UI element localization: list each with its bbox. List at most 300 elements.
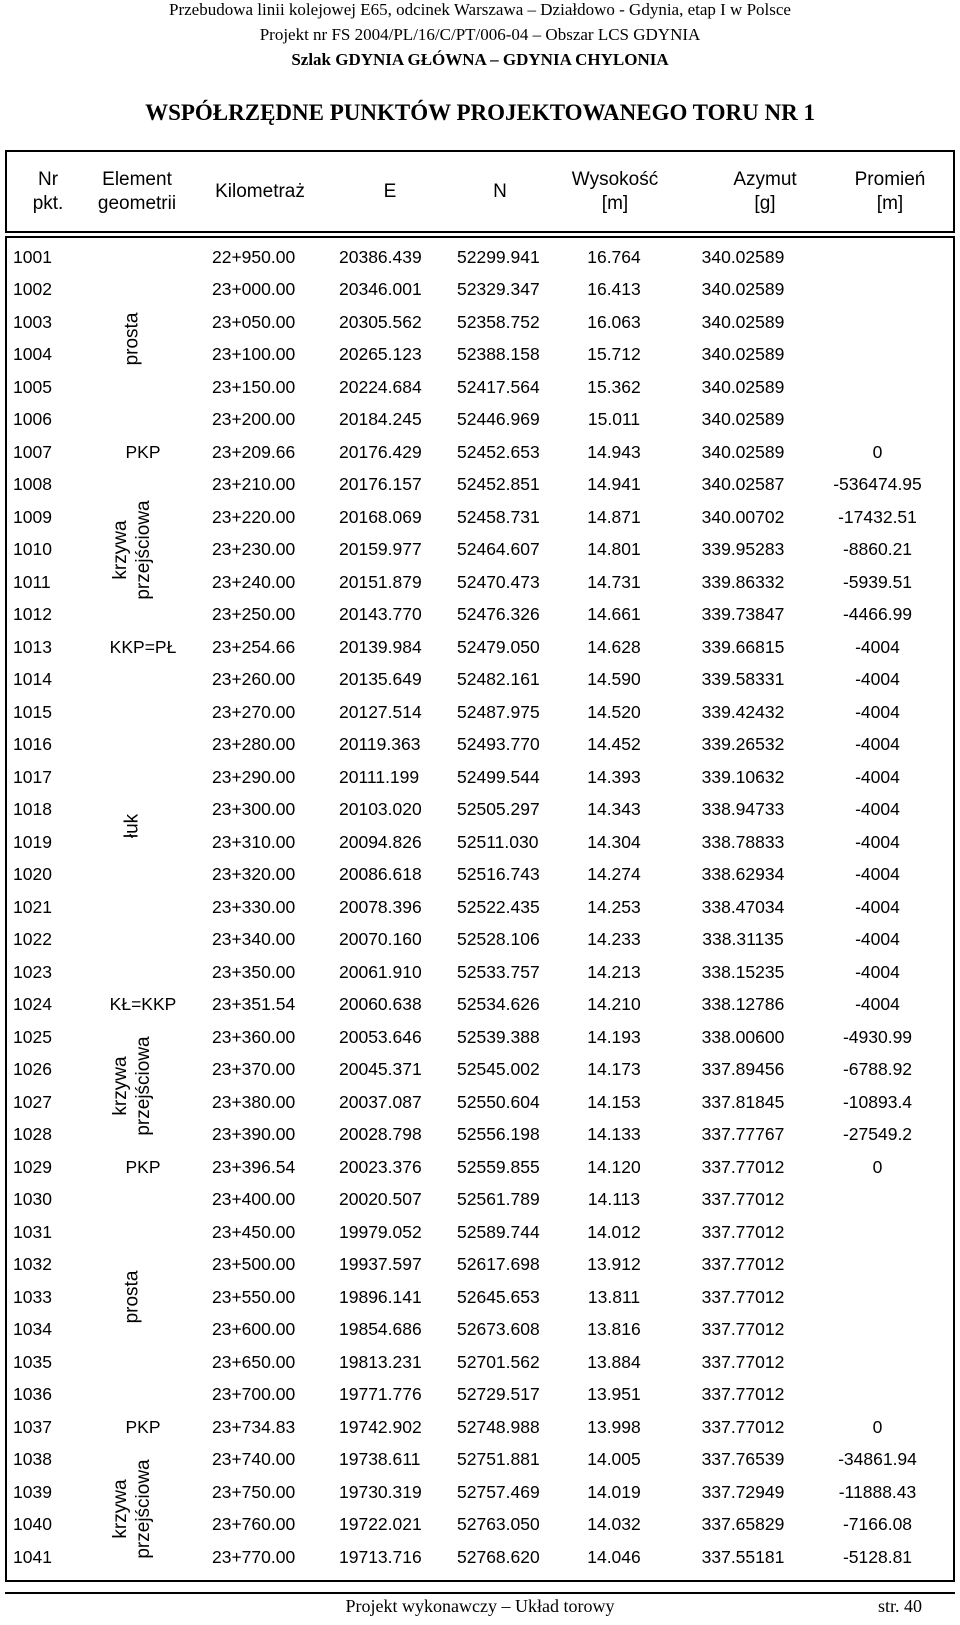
cell-azimuth: 340.02589: [701, 311, 785, 332]
cell-azimuth: 337.89456: [701, 1059, 785, 1080]
cell-easting: 20151.879: [339, 571, 422, 592]
cell-azimuth: 338.31135: [702, 929, 784, 950]
cell-azimuth: 337.77012: [701, 1221, 785, 1242]
cell-radius: -10893.4: [842, 1091, 913, 1112]
cell-radius: [815, 241, 940, 274]
cell-height: 14.520: [587, 701, 641, 722]
cell-easting: 20060.638: [339, 994, 422, 1015]
cell-easting: 20103.020: [339, 799, 422, 820]
cell-height: 14.233: [587, 929, 641, 950]
cell-azimuth: 337.77012: [701, 1286, 785, 1307]
cell-height: 16.413: [587, 279, 641, 300]
cell-azimuth: 338.47034: [701, 896, 785, 917]
cell-northing: 52539.388: [457, 1026, 540, 1047]
table-row: [5, 306, 940, 339]
cell-kilometer: 23+550.00: [212, 1286, 296, 1307]
cell-radius: -6788.92: [842, 1059, 913, 1080]
table-row: [5, 1379, 940, 1412]
cell-northing: 52757.469: [457, 1481, 540, 1502]
cell-azimuth: 340.02589: [701, 441, 785, 462]
table-row: [5, 469, 940, 502]
cell-element: KKP=PŁ: [109, 636, 177, 657]
cell-element: [91, 404, 195, 437]
cell-radius: [815, 306, 940, 339]
cell-height: 14.019: [587, 1481, 641, 1502]
cell-easting: 19722.021: [339, 1514, 422, 1535]
table-row: [5, 241, 940, 274]
cell-height: 16.764: [587, 246, 641, 267]
cell-radius: [815, 274, 940, 307]
segment-label: [121, 813, 143, 839]
table-row: [5, 826, 940, 859]
cell-northing: 52673.608: [457, 1319, 540, 1340]
column-header-n-label: N: [493, 180, 507, 202]
table-row: [5, 1411, 940, 1444]
cell-height: 13.884: [587, 1351, 641, 1372]
footer-page-number: str. 40: [877, 1596, 922, 1616]
cell-easting: 20346.001: [339, 279, 422, 300]
cell-radius: -4004: [855, 896, 900, 917]
cell-kilometer: 23+254.66: [212, 636, 296, 657]
cell-northing: 52534.626: [457, 994, 540, 1015]
cell-point-number: 1003: [13, 311, 52, 332]
cell-height: 14.731: [587, 571, 641, 592]
cell-easting: 20168.069: [339, 506, 422, 527]
cell-radius: [815, 371, 940, 404]
cell-radius: 0: [872, 441, 883, 462]
cell-northing: 52763.050: [457, 1514, 540, 1535]
table-row: [5, 729, 940, 762]
cell-height: 13.816: [587, 1319, 641, 1340]
cell-easting: 19742.902: [339, 1416, 422, 1437]
cell-element: [91, 1184, 195, 1217]
cell-kilometer: 23+270.00: [212, 701, 296, 722]
cell-point-number: 1030: [13, 1189, 52, 1210]
cell-easting: 19813.231: [339, 1351, 422, 1372]
cell-easting: 20037.087: [339, 1091, 422, 1112]
column-header-e: [350, 150, 430, 233]
table-row: [5, 274, 940, 307]
cell-northing: 52748.988: [457, 1416, 540, 1437]
cell-azimuth: 340.02589: [701, 409, 785, 430]
cell-easting: 19896.141: [339, 1286, 422, 1307]
cell-easting: 20119.363: [339, 734, 421, 755]
cell-easting: 20139.984: [339, 636, 422, 657]
cell-easting: 20143.770: [339, 604, 422, 625]
cell-northing: 52458.731: [457, 506, 540, 527]
segment-label-text: prosta: [121, 312, 143, 365]
cell-azimuth: 339.95283: [701, 539, 785, 560]
cell-point-number: 1040: [13, 1514, 52, 1535]
cell-azimuth: 338.94733: [701, 799, 785, 820]
table-row: [5, 1184, 940, 1217]
cell-kilometer: 23+260.00: [212, 669, 296, 690]
cell-northing: 52645.653: [457, 1286, 540, 1307]
cell-element: [91, 1346, 195, 1379]
cell-radius: -4004: [855, 961, 900, 982]
cell-easting: 19979.052: [339, 1221, 422, 1242]
cell-northing: 52550.604: [457, 1091, 540, 1112]
cell-element: [91, 241, 195, 274]
table-row: [5, 956, 940, 989]
cell-northing: 52505.297: [457, 799, 540, 820]
cell-radius: [815, 339, 940, 372]
cell-azimuth: 337.77012: [701, 1319, 785, 1340]
cell-azimuth: 339.73847: [701, 604, 785, 625]
cell-azimuth: 339.58331: [701, 669, 785, 690]
cell-height: 14.628: [587, 636, 641, 657]
cell-northing: 52522.435: [457, 896, 540, 917]
cell-point-number: 1039: [13, 1481, 52, 1502]
cell-point-number: 1019: [13, 831, 52, 852]
cell-height: 13.811: [587, 1286, 641, 1307]
cell-radius: -5128.81: [842, 1546, 913, 1567]
cell-point-number: 1038: [13, 1449, 52, 1470]
table-row: [5, 859, 940, 892]
cell-easting: 20070.160: [339, 929, 422, 950]
cell-easting: 20176.429: [339, 441, 422, 462]
cell-element: [91, 761, 195, 794]
cell-radius: -4004: [855, 636, 900, 657]
cell-easting: 20023.376: [339, 1156, 422, 1177]
column-header-r-label: Promień [m]: [854, 168, 926, 214]
cell-element: [91, 696, 195, 729]
cell-height: 15.712: [587, 344, 641, 365]
cell-height: 15.362: [587, 376, 641, 397]
cell-northing: 52446.969: [457, 409, 540, 430]
cell-azimuth: 337.72949: [701, 1481, 785, 1502]
cell-kilometer: 23+320.00: [212, 864, 296, 885]
table-row: [5, 631, 940, 664]
cell-point-number: 1020: [13, 864, 52, 885]
cell-radius: [815, 1249, 940, 1282]
cell-height: 13.951: [587, 1384, 641, 1405]
cell-kilometer: 23+650.00: [212, 1351, 296, 1372]
cell-northing: 52417.564: [457, 376, 540, 397]
table-row: [5, 891, 940, 924]
cell-radius: 0: [872, 1416, 883, 1437]
cell-radius: -4004: [855, 734, 900, 755]
cell-azimuth: 340.02587: [701, 474, 785, 495]
column-header-e-label: E: [383, 180, 397, 202]
cell-point-number: 1036: [13, 1384, 52, 1405]
cell-azimuth: 339.86332: [701, 571, 785, 592]
table-row: [5, 1314, 940, 1347]
column-header-az: [700, 150, 830, 233]
cell-easting: 20086.618: [339, 864, 422, 885]
cell-point-number: 1002: [13, 279, 52, 300]
cell-northing: 52452.851: [457, 474, 540, 495]
cell-kilometer: 23+330.00: [212, 896, 296, 917]
column-header-h-label: Wysokość [m]: [571, 168, 659, 214]
cell-kilometer: 23+290.00: [212, 766, 296, 787]
cell-height: 14.393: [587, 766, 641, 787]
cell-element: [91, 664, 195, 697]
cell-kilometer: 23+500.00: [212, 1254, 296, 1275]
cell-easting: 19713.716: [339, 1546, 422, 1567]
cell-height: 14.943: [587, 441, 641, 462]
column-header-h: [555, 150, 675, 233]
cell-height: 14.304: [587, 831, 641, 852]
cell-height: 14.274: [587, 864, 641, 885]
cell-radius: -27549.2: [842, 1124, 913, 1145]
cell-height: 14.253: [587, 896, 641, 917]
cell-easting: 20045.371: [339, 1059, 422, 1080]
cell-easting: 20159.977: [339, 539, 422, 560]
cell-radius: -7166.08: [842, 1514, 913, 1535]
cell-kilometer: 23+350.00: [212, 961, 296, 982]
cell-easting: 20305.562: [339, 311, 422, 332]
cell-element: [91, 1379, 195, 1412]
cell-northing: 52768.620: [457, 1546, 540, 1567]
cell-easting: 20028.798: [339, 1124, 422, 1145]
cell-easting: 20184.245: [339, 409, 422, 430]
cell-northing: 52729.517: [457, 1384, 540, 1405]
cell-point-number: 1026: [13, 1059, 52, 1080]
cell-easting: 19854.686: [339, 1319, 422, 1340]
cell-radius: [815, 1281, 940, 1314]
cell-northing: 52464.607: [457, 539, 540, 560]
cell-kilometer: 23+360.00: [212, 1026, 296, 1047]
segment-label-text: łuk: [121, 813, 143, 839]
cell-northing: 52561.789: [457, 1189, 540, 1210]
cell-element: [91, 729, 195, 762]
cell-easting: 19738.611: [339, 1449, 421, 1470]
cell-azimuth: 339.10632: [701, 766, 785, 787]
cell-kilometer: 23+220.00: [212, 506, 296, 527]
cell-element: [91, 1216, 195, 1249]
cell-azimuth: 337.77767: [701, 1124, 785, 1145]
cell-azimuth: 337.77012: [701, 1416, 785, 1437]
cell-radius: -17432.51: [838, 506, 917, 527]
cell-northing: 52358.752: [457, 311, 540, 332]
cell-point-number: 1027: [13, 1091, 52, 1112]
cell-kilometer: 23+209.66: [212, 441, 296, 462]
cell-kilometer: 23+230.00: [212, 539, 296, 560]
cell-element: PKP: [125, 441, 161, 462]
segment-label: [110, 1036, 154, 1136]
cell-height: 14.210: [587, 994, 641, 1015]
cell-kilometer: 23+740.00: [212, 1449, 296, 1470]
cell-height: 14.590: [587, 669, 641, 690]
cell-easting: 20061.910: [339, 961, 422, 982]
cell-radius: -4004: [855, 864, 900, 885]
cell-element: [91, 956, 195, 989]
cell-easting: 20127.514: [339, 701, 422, 722]
cell-height: 14.133: [587, 1124, 641, 1145]
cell-azimuth: 339.26532: [701, 734, 785, 755]
cell-radius: [815, 1379, 940, 1412]
cell-kilometer: 23+280.00: [212, 734, 296, 755]
cell-northing: 52452.653: [457, 441, 540, 462]
cell-radius: -4004: [855, 766, 900, 787]
cell-kilometer: 23+734.83: [212, 1416, 296, 1437]
cell-azimuth: 337.76539: [701, 1449, 785, 1470]
cell-azimuth: 337.77012: [701, 1189, 785, 1210]
cell-kilometer: 23+210.00: [212, 474, 296, 495]
cell-element: PKP: [125, 1156, 161, 1177]
cell-height: 14.193: [587, 1026, 641, 1047]
cell-northing: 52482.161: [457, 669, 540, 690]
cell-point-number: 1013: [13, 636, 52, 657]
cell-height: 16.063: [587, 311, 641, 332]
cell-northing: 52487.975: [457, 701, 540, 722]
cell-point-number: 1007: [13, 441, 52, 462]
cell-easting: 19730.319: [339, 1481, 422, 1502]
table-row: [5, 664, 940, 697]
cell-azimuth: 340.00702: [701, 506, 785, 527]
cell-element: [91, 371, 195, 404]
cell-northing: 52751.881: [457, 1449, 540, 1470]
cell-element: [91, 599, 195, 632]
cell-northing: 52528.106: [457, 929, 540, 950]
cell-height: 14.153: [587, 1091, 641, 1112]
cell-height: 13.912: [587, 1254, 641, 1275]
cell-easting: 20053.646: [339, 1026, 422, 1047]
cell-northing: 52589.744: [457, 1221, 540, 1242]
cell-kilometer: 23+200.00: [212, 409, 296, 430]
document-header-line2: Projekt nr FS 2004/PL/16/C/PT/006-04 – Obszar LCS GDYNIA: [259, 25, 701, 44]
cell-height: 14.113: [587, 1189, 641, 1210]
cell-radius: -4004: [855, 831, 900, 852]
cell-kilometer: 23+450.00: [212, 1221, 296, 1242]
cell-easting: 19771.776: [339, 1384, 422, 1405]
cell-easting: 20224.684: [339, 376, 422, 397]
cell-point-number: 1032: [13, 1254, 52, 1275]
table-row: [5, 696, 940, 729]
cell-point-number: 1006: [13, 409, 52, 430]
cell-kilometer: 23+600.00: [212, 1319, 296, 1340]
cell-northing: 52479.050: [457, 636, 540, 657]
cell-azimuth: 340.02589: [701, 279, 785, 300]
table-row: [5, 989, 940, 1022]
cell-point-number: 1025: [13, 1026, 52, 1047]
cell-height: 14.801: [587, 539, 641, 560]
cell-element: [91, 274, 195, 307]
cell-northing: 52388.158: [457, 344, 540, 365]
cell-northing: 52533.757: [457, 961, 540, 982]
table-row: [5, 794, 940, 827]
column-header-km: [200, 150, 320, 233]
cell-kilometer: 23+300.00: [212, 799, 296, 820]
column-header-n: [460, 150, 540, 233]
cell-point-number: 1005: [13, 376, 52, 397]
cell-kilometer: 23+380.00: [212, 1091, 296, 1112]
column-header-km-label: Kilometraż: [215, 180, 305, 202]
cell-kilometer: 23+700.00: [212, 1384, 296, 1405]
cell-height: 14.213: [587, 961, 641, 982]
column-header-element: [70, 150, 204, 233]
cell-easting: 20265.123: [339, 344, 422, 365]
cell-kilometer: 23+351.54: [212, 994, 296, 1015]
cell-point-number: 1037: [13, 1416, 52, 1437]
cell-point-number: 1010: [13, 539, 52, 560]
cell-point-number: 1009: [13, 506, 52, 527]
cell-radius: -5939.51: [842, 571, 913, 592]
cell-kilometer: 23+750.00: [212, 1481, 296, 1502]
cell-point-number: 1023: [13, 961, 52, 982]
cell-easting: 20135.649: [339, 669, 422, 690]
cell-element: [91, 891, 195, 924]
cell-point-number: 1014: [13, 669, 52, 690]
table-row: [5, 599, 940, 632]
document-header-line3: Szlak GDYNIA GŁÓWNA – GDYNIA CHYLONIA: [291, 50, 669, 69]
cell-azimuth: 338.12786: [701, 994, 785, 1015]
column-header-r: [830, 150, 950, 233]
cell-radius: [815, 404, 940, 437]
cell-point-number: 1034: [13, 1319, 52, 1340]
cell-height: 14.343: [587, 799, 641, 820]
cell-kilometer: 23+100.00: [212, 344, 296, 365]
cell-point-number: 1021: [13, 896, 52, 917]
cell-height: 14.173: [587, 1059, 641, 1080]
cell-easting: 20176.157: [339, 474, 422, 495]
cell-kilometer: 23+240.00: [212, 571, 296, 592]
cell-height: 14.032: [587, 1514, 641, 1535]
segment-label-text: krzywa przejściowa: [110, 1458, 154, 1559]
cell-point-number: 1001: [13, 246, 52, 267]
cell-easting: 20078.396: [339, 896, 422, 917]
cell-height: 14.012: [587, 1221, 641, 1242]
cell-northing: 52493.770: [457, 734, 540, 755]
cell-azimuth: 337.81845: [701, 1091, 785, 1112]
cell-height: 14.005: [587, 1449, 641, 1470]
segment-label: [110, 1458, 154, 1559]
segment-label-text: krzywa przejściowa: [110, 1036, 154, 1136]
cell-radius: -8860.21: [842, 539, 913, 560]
table-row: [5, 404, 940, 437]
cell-northing: 52516.743: [457, 864, 540, 885]
cell-kilometer: 23+396.54: [212, 1156, 296, 1177]
cell-azimuth: 338.00600: [701, 1026, 785, 1047]
cell-height: 14.661: [587, 604, 641, 625]
cell-azimuth: 339.42432: [701, 701, 785, 722]
footer-divider: [5, 1592, 955, 1594]
cell-azimuth: 338.15235: [701, 961, 785, 982]
cell-northing: 52511.030: [457, 831, 539, 852]
cell-northing: 52329.347: [457, 279, 540, 300]
cell-height: 14.941: [587, 474, 641, 495]
cell-easting: 20094.826: [339, 831, 422, 852]
cell-point-number: 1035: [13, 1351, 52, 1372]
coordinates-table: [5, 241, 940, 1574]
table-row: [5, 436, 940, 469]
segment-label-text: prosta: [121, 1270, 143, 1324]
cell-azimuth: 337.55181: [701, 1546, 785, 1567]
cell-kilometer: 23+250.00: [212, 604, 296, 625]
cell-radius: -4004: [855, 799, 900, 820]
table-row: [5, 339, 940, 372]
table-row: [5, 1216, 940, 1249]
cell-radius: -34861.94: [838, 1449, 917, 1470]
footer-project-label: Projekt wykonawczy – Układ torowy: [345, 1596, 615, 1616]
cell-radius: -4004: [855, 929, 900, 950]
cell-kilometer: 23+370.00: [212, 1059, 296, 1080]
cell-point-number: 1008: [13, 474, 52, 495]
cell-radius: 0: [872, 1156, 883, 1177]
cell-element: [91, 469, 195, 502]
cell-azimuth: 338.78833: [701, 831, 785, 852]
cell-point-number: 1024: [13, 994, 52, 1015]
cell-northing: 52617.698: [457, 1254, 540, 1275]
cell-easting: 20020.507: [339, 1189, 422, 1210]
cell-northing: 52299.941: [457, 246, 540, 267]
cell-point-number: 1031: [13, 1221, 52, 1242]
cell-radius: -4930.99: [842, 1026, 913, 1047]
cell-radius: -4004: [855, 994, 900, 1015]
cell-point-number: 1017: [13, 766, 52, 787]
cell-azimuth: 337.77012: [701, 1254, 785, 1275]
